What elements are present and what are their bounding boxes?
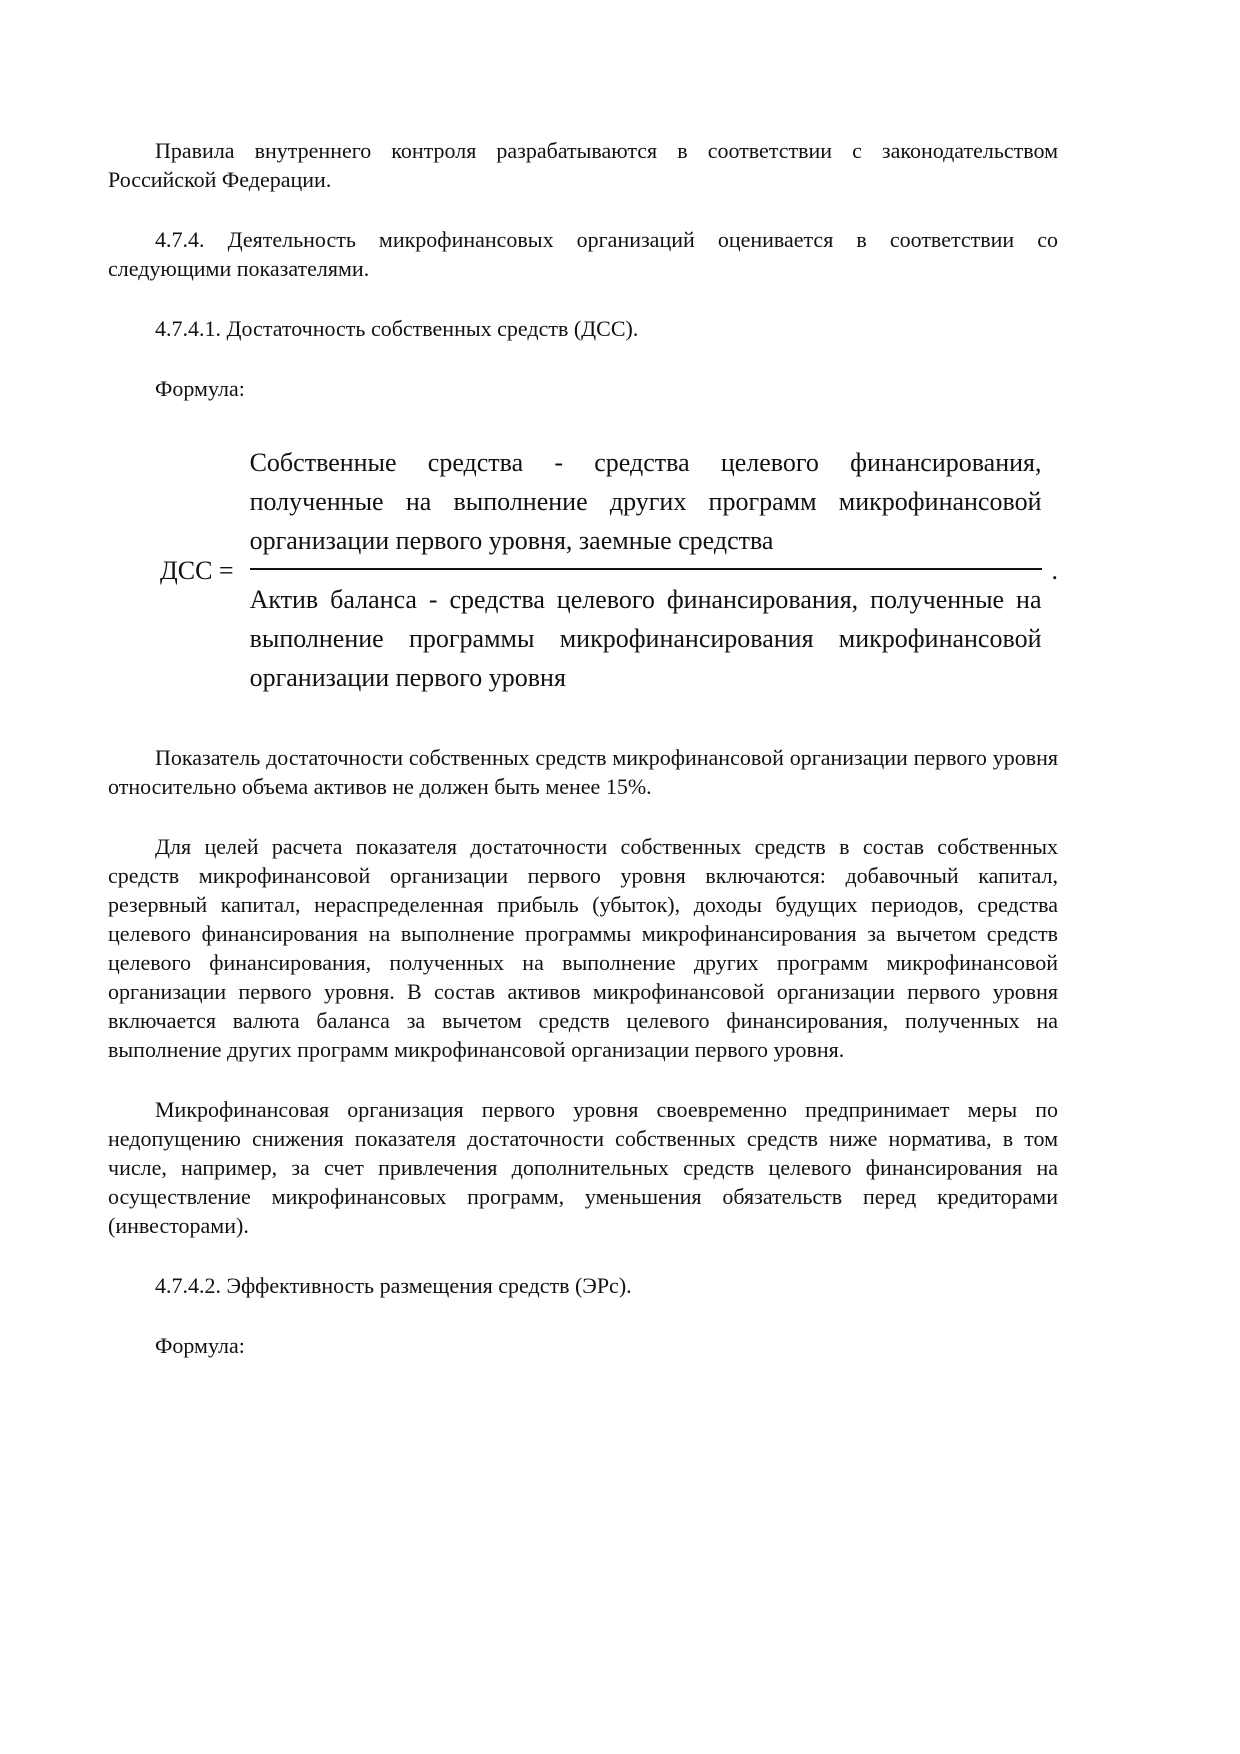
formula-fraction (250, 443, 1042, 697)
document-content (108, 136, 1058, 1391)
denominator-line: Актив баланса - средства целевого финансирования, полученные на (249, 585, 1042, 614)
denominator-line: организации первого уровня (249, 663, 566, 692)
paragraph-indicator-minimum: Показатель достаточности собственных средств микрофинансовой организации первого уровня относительно объема активов не должен быть менее 15%. (108, 745, 1058, 799)
paragraph-4-7-4-1: 4.7.4.1. Достаточность собственных средств (ДСС). (155, 316, 639, 341)
denominator-line: выполнение программы микрофинансирования микрофинансовой (249, 624, 1042, 653)
paragraph-formula-label-2: Формула: (155, 1333, 245, 1358)
numerator-line: Собственные средства - средства целевого финансирования, (249, 448, 1042, 477)
formula-numerator (250, 443, 1042, 570)
formula-dss (160, 443, 1058, 697)
formula-lhs: ДСС = (160, 555, 234, 585)
paragraph-4-7-4-2: 4.7.4.2. Эффективность размещения средств (ЭРс). (155, 1273, 632, 1298)
paragraph-internal-control: Правила внутреннего контроля разрабатываются в соответствии с законодательством Российской Федерации. (108, 138, 1058, 192)
numerator-line: полученные на выполнение других программ микрофинансовой (249, 487, 1042, 516)
formula-trailing-period: . (1051, 555, 1058, 585)
numerator-line: организации первого уровня, заемные средства (249, 526, 774, 555)
paragraph-formula-label: Формула: (155, 376, 245, 401)
formula-denominator (250, 570, 1042, 697)
paragraph-4-7-4: 4.7.4. Деятельность микрофинансовых организаций оценивается в соответствии со следующими показателями. (108, 227, 1058, 281)
paragraph-calculation-composition: Для целей расчета показателя достаточности собственных средств в состав собственных средств микрофинансовой организации первого уровня включаются: добавочный капитал, резервный капитал, нераспределенная прибыль (убыток), доходы будущих периодов, средства целевого финансирования на выполнение программы микрофинансирования за вычетом средств целевого финансирования, полученных на выполнение других программ микрофинансовой организации первого уровня. В состав активов микрофинансовой организации первого уровня включается валюта баланса за вычетом средств целевого финансирования, полученных на выполнение других программ микрофинансовой организации первого уровня. (108, 834, 1058, 1062)
paragraph-timely-measures: Микрофинансовая организация первого уровня своевременно предпринимает меры по недопущению снижения показателя достаточности собственных средств ниже норматива, в том числе, например, за счет привлечения дополнительных средств целевого финансирования на осуществление микрофинансовых программ, уменьшения обязательств перед кредиторами (инвесторами). (108, 1097, 1058, 1238)
